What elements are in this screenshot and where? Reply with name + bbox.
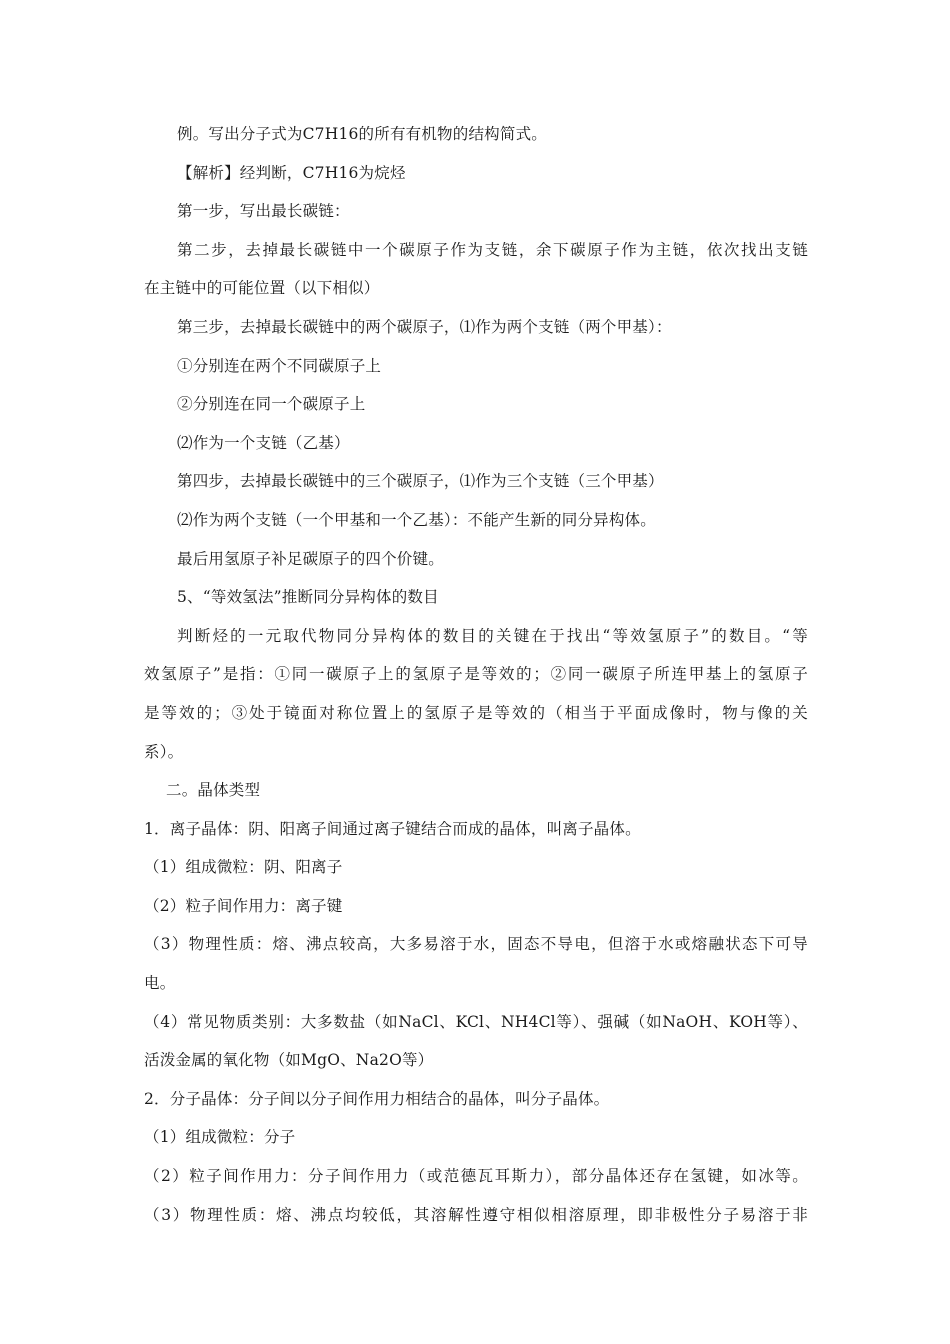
text-line: ②分别连在同一个碳原子上 bbox=[177, 395, 366, 414]
document-body bbox=[144, 115, 808, 1234]
text-line: 活泼金属的氧化物（如MgO、Na2O等） bbox=[144, 1051, 434, 1070]
text-line: 5、“等效氢法”推断同分异构体的数目 bbox=[177, 588, 439, 607]
text-line: ⑵作为一个支链（乙基） bbox=[177, 433, 350, 452]
text-line: 判断烃的一元取代物同分异构体的数目的关键在于找出“等效氢原子”的数目。“等 bbox=[177, 626, 808, 645]
text-line: （4）常见物质类别：大多数盐（如NaCl、KCl、NH4Cl等）、强碱（如NaOH、KOH等）、 bbox=[144, 1012, 808, 1031]
text-line: 系）。 bbox=[144, 742, 184, 761]
text-line: 【解析】经判断，C7H16为烷烃 bbox=[177, 163, 406, 182]
text-line: 效氢原子”是指：①同一碳原子上的氢原子是等效的；②同一碳原子所连甲基上的氢原子 bbox=[144, 665, 808, 684]
text-line: 最后用氢原子补足碳原子的四个价键。 bbox=[177, 549, 444, 568]
text-line: 1．离子晶体：阴、阳离子间通过离子键结合而成的晶体，叫离子晶体。 bbox=[144, 819, 641, 838]
text-line: （3）物理性质：熔、沸点较高，大多易溶于水，固态不导电，但溶于水或熔融状态下可导 bbox=[144, 935, 808, 954]
text-line: 例。写出分子式为C7H16的所有有机物的结构简式。 bbox=[177, 125, 547, 143]
text-line: 第三步，去掉最长碳链中的两个碳原子，⑴作为两个支链（两个甲基）： bbox=[177, 317, 672, 336]
text-line: （1）组成微粒：阴、阳离子 bbox=[144, 858, 343, 877]
text-line: （3）物理性质：熔、沸点均较低，其溶解性遵守相似相溶原理，即非极性分子易溶于非 bbox=[144, 1205, 808, 1224]
text-line: 第二步，去掉最长碳链中一个碳原子作为支链，余下碳原子作为主链，依次找出支链 bbox=[177, 240, 808, 259]
text-line: 二。晶体类型 bbox=[166, 781, 261, 800]
text-line: 2．分子晶体：分子间以分子间作用力相结合的晶体，叫分子晶体。 bbox=[144, 1089, 610, 1108]
text-line: （1）组成微粒：分子 bbox=[144, 1128, 296, 1147]
text-line: 电。 bbox=[144, 974, 176, 993]
text-line: 第四步，去掉最长碳链中的三个碳原子，⑴作为三个支链（三个甲基） bbox=[177, 472, 664, 491]
text-line: 是等效的；③处于镜面对称位置上的氢原子是等效的（相当于平面成像时，物与像的关 bbox=[144, 703, 808, 722]
text-line: 在主链中的可能位置（以下相似） bbox=[144, 279, 380, 298]
text-line: （2）粒子间作用力：离子键 bbox=[144, 896, 343, 915]
text-line: ①分别连在两个不同碳原子上 bbox=[177, 356, 382, 375]
text-line: ⑵作为两个支链（一个甲基和一个乙基）：不能产生新的同分异构体。 bbox=[177, 510, 656, 529]
text-line: 第一步，写出最长碳链： bbox=[177, 202, 350, 221]
text-line: （2）粒子间作用力：分子间作用力（或范德瓦耳斯力），部分晶体还存在氢键，如冰等。 bbox=[144, 1167, 808, 1186]
